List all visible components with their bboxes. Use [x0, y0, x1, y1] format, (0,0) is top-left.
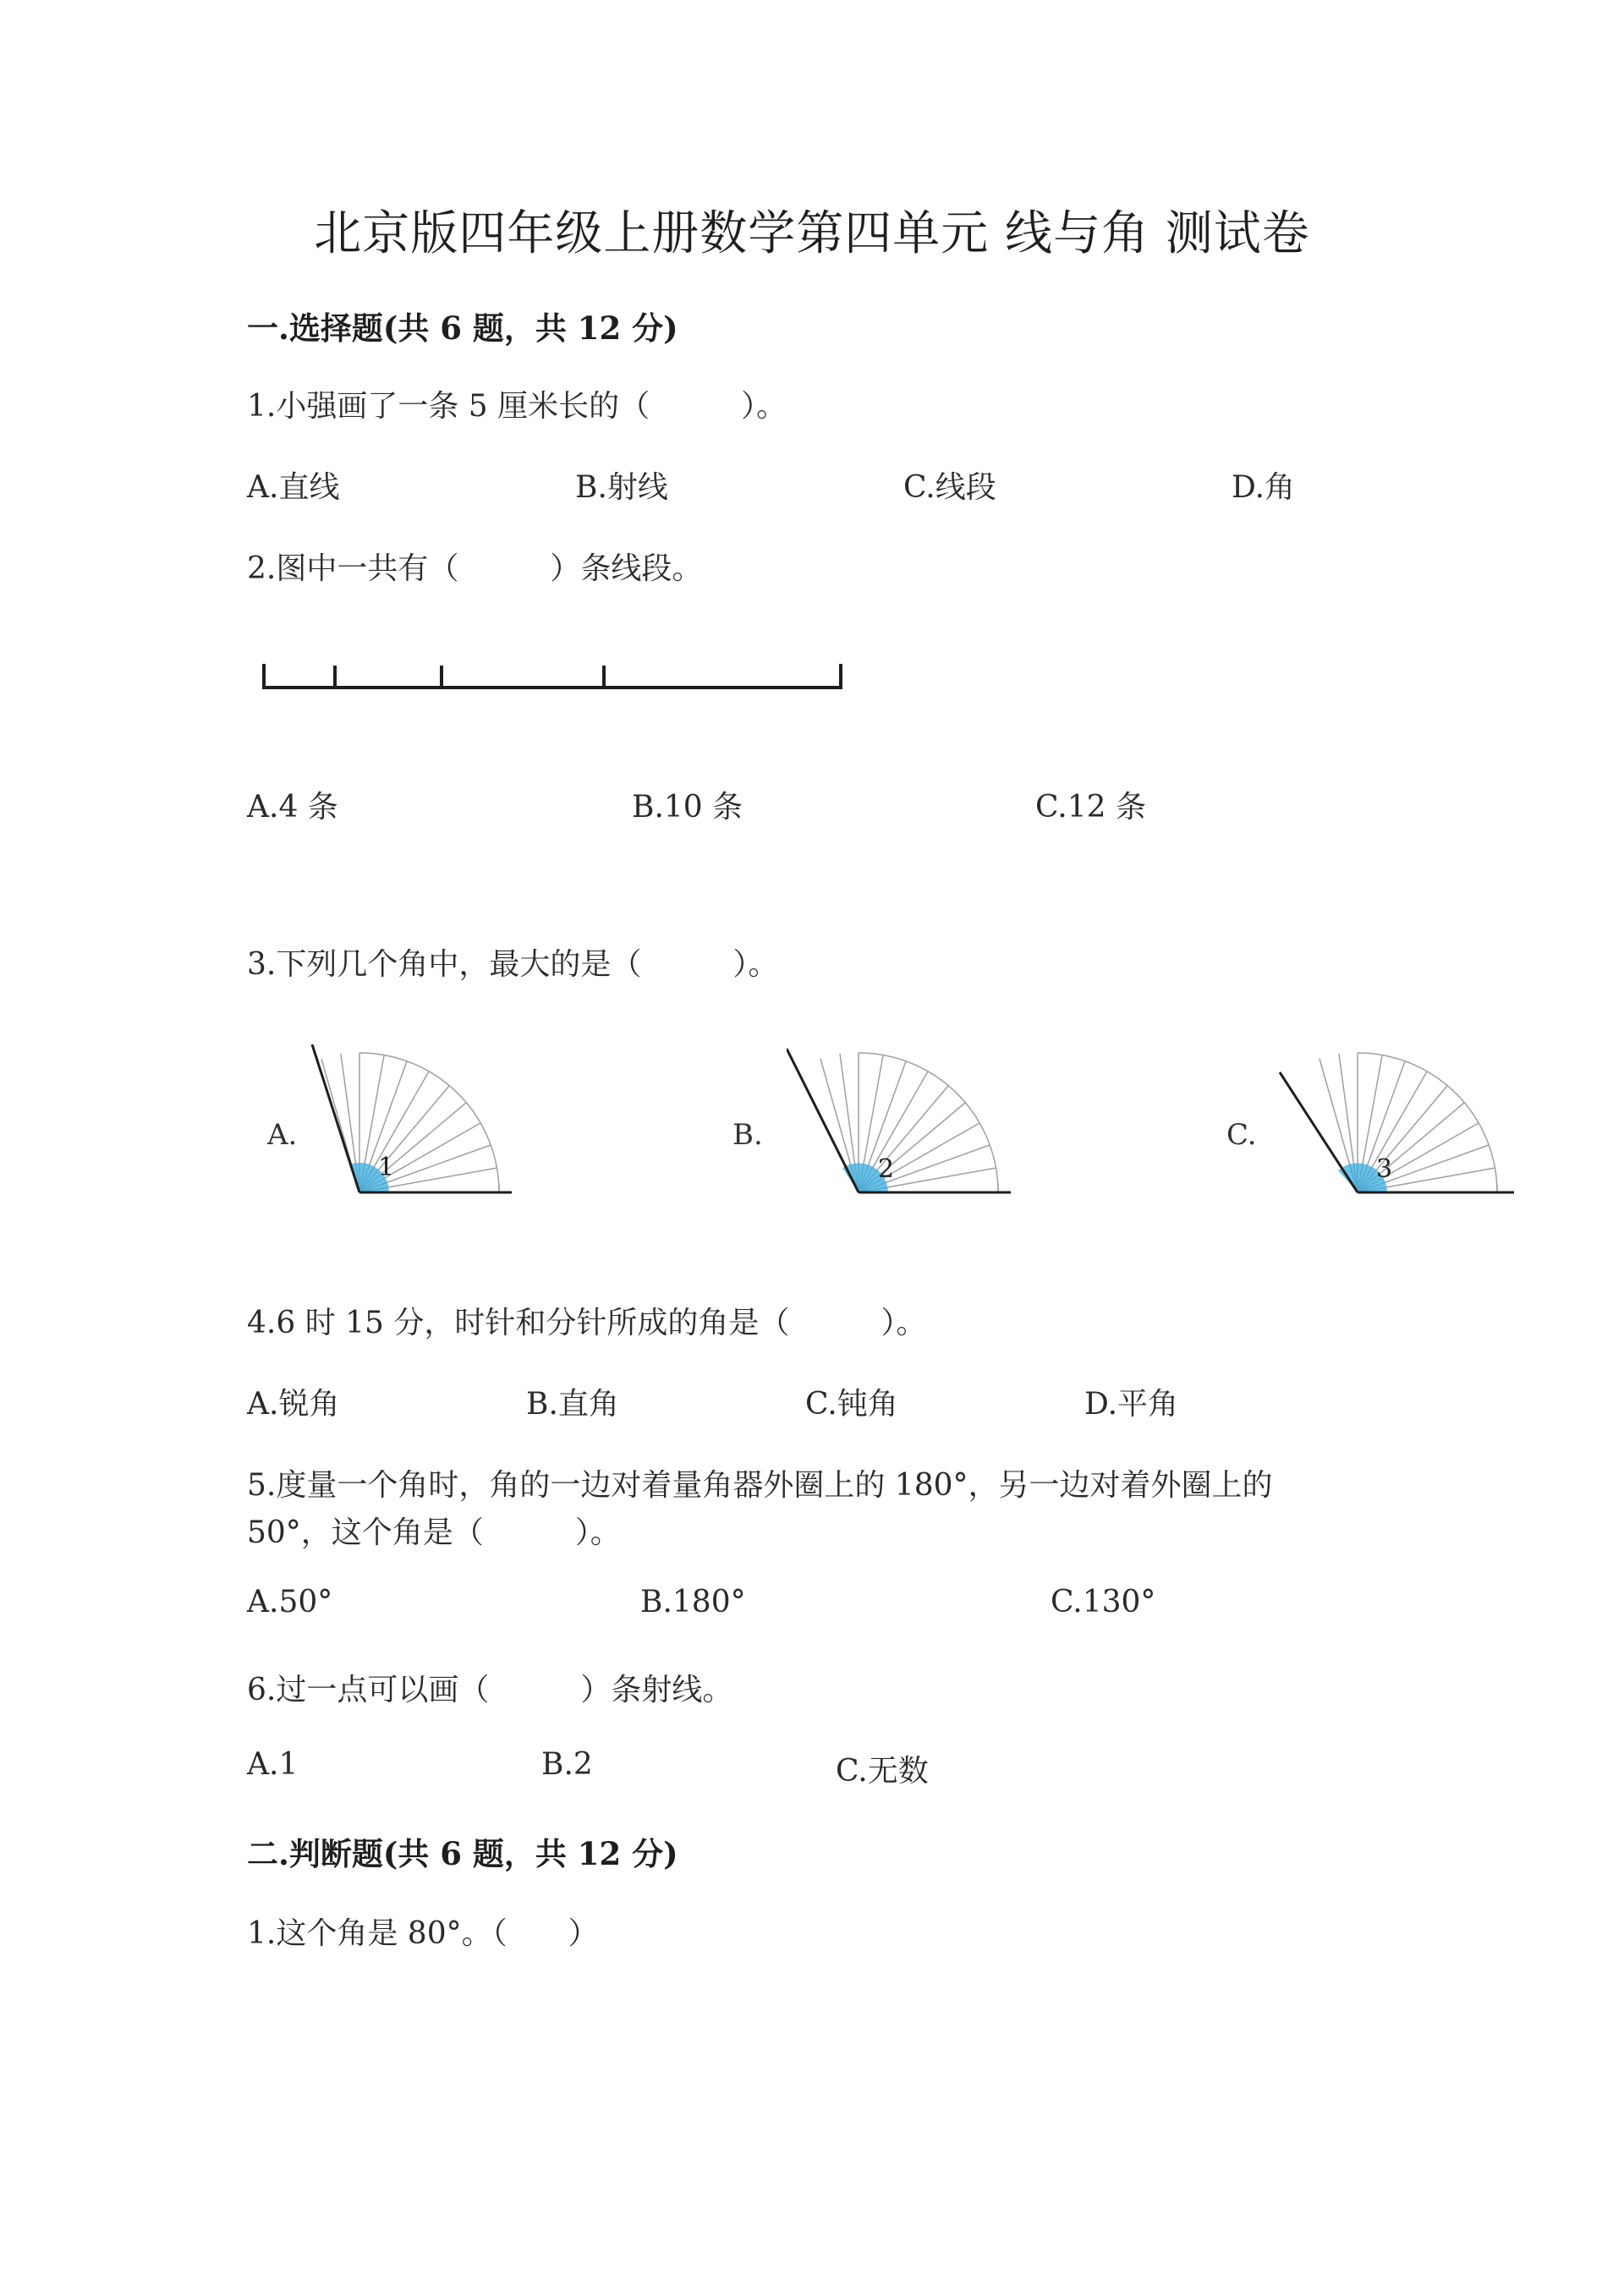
question-5-text-line2: 50°，这个角是（ ）。	[247, 1515, 621, 1550]
question-4-text: 4.6 时 15 分，时针和分针所成的角是（ ）。	[247, 1306, 927, 1340]
q6-option-c[interactable]: C.无数	[836, 1754, 929, 1789]
question-5-text-line1: 5.度量一个角时，角的一边对着量角器外圈上的 180°，另一边对着外圈上的	[247, 1468, 1273, 1503]
angle-number-1: 1	[378, 1153, 395, 1182]
q4-option-c[interactable]: C.钝角	[805, 1387, 898, 1422]
protractor-angle-2	[787, 1044, 1015, 1209]
angle-number-3: 3	[1376, 1154, 1393, 1184]
q6-option-b[interactable]: B.2	[541, 1747, 593, 1782]
question-6-text: 6.过一点可以画（ ）条射线。	[247, 1673, 733, 1707]
question-2-text: 2.图中一共有（ ）条线段。	[247, 551, 703, 586]
protractor-angle-3	[1273, 1049, 1518, 1214]
q1-option-a[interactable]: A.直线	[247, 470, 340, 505]
q3-option-a-label[interactable]: A.	[267, 1118, 298, 1152]
q1-option-b[interactable]: B.射线	[575, 470, 668, 505]
section-heading-judgement: 二.判断题(共 6 题，共 12 分)	[247, 1835, 678, 1872]
q5-option-c[interactable]: C.130°	[1051, 1585, 1156, 1619]
section-heading-choice: 一.选择题(共 6 题，共 12 分)	[247, 310, 678, 347]
q5-option-b[interactable]: B.180°	[640, 1585, 746, 1619]
q3-option-c-label[interactable]: C.	[1226, 1118, 1257, 1152]
q5-option-a[interactable]: A.50°	[247, 1585, 333, 1619]
page-title: 北京版四年级上册数学第四单元 线与角 测试卷	[314, 206, 1310, 261]
q4-option-a[interactable]: A.锐角	[247, 1387, 340, 1422]
q2-option-c[interactable]: C.12 条	[1035, 790, 1146, 825]
angle-number-2: 2	[878, 1154, 895, 1184]
q4-option-d[interactable]: D.平角	[1084, 1387, 1179, 1422]
protractor-angle-1	[300, 1044, 520, 1209]
q1-option-c[interactable]: C.线段	[903, 470, 996, 505]
q3-option-b-label[interactable]: B.	[732, 1118, 763, 1152]
question-1-text: 1.小强画了一条 5 厘米长的（ ）。	[247, 389, 787, 424]
q4-option-b[interactable]: B.直角	[526, 1387, 619, 1422]
q6-option-a[interactable]: A.1	[247, 1747, 299, 1782]
q2-option-b[interactable]: B.10 条	[632, 790, 743, 825]
question-3-text: 3.下列几个角中，最大的是（ ）。	[247, 947, 779, 982]
line-segment-figure	[254, 655, 854, 698]
q1-option-d[interactable]: D.角	[1232, 470, 1296, 505]
q2-option-a[interactable]: A.4 条	[247, 790, 338, 825]
judgement-question-1-text: 1.这个角是 80°。（ ）	[247, 1916, 599, 1951]
